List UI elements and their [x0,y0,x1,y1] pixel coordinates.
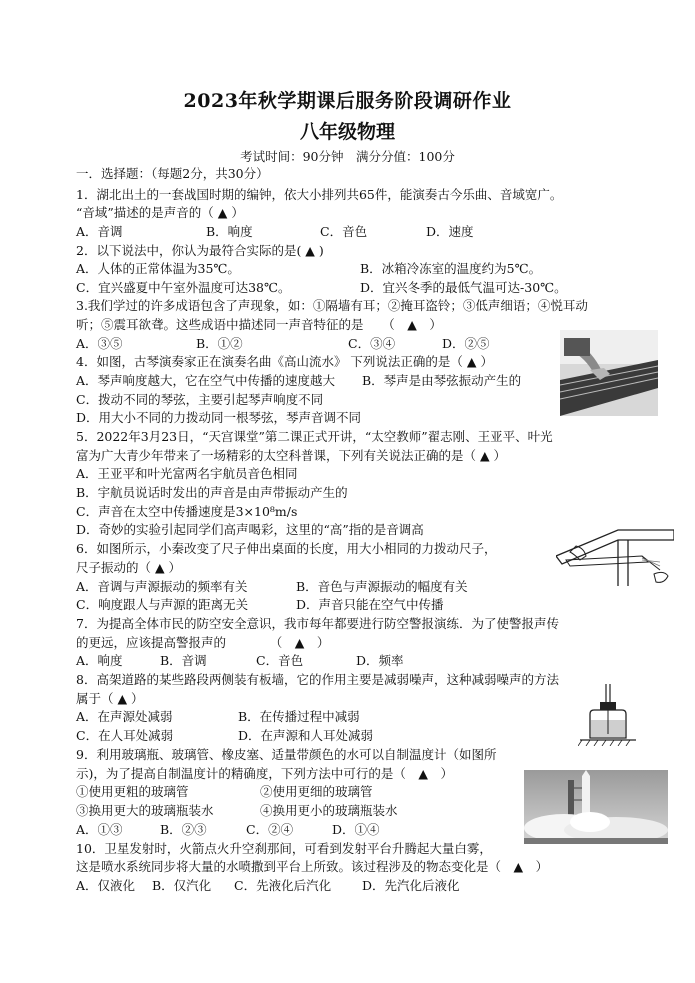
q7-option-d: D．频率 [356,653,404,668]
q1-option-c: C．音色 [320,224,368,239]
section-heading: 一．选择题：（每题2分，共30分） [76,166,269,181]
q9-method-3: ③换用更大的玻璃瓶装水 [76,803,214,818]
q9-method-1: ①使用更粗的玻璃管 [76,784,189,799]
q6-option-a: A．音调与声源振动的频率有关 [76,579,248,594]
q10-option-d: D．先汽化后液化 [362,878,460,893]
q8-line2: 属于（ ▲ ） [76,691,144,706]
q2-option-c: C．宜兴盛夏中午室外温度可达38℃。 [76,280,291,295]
q3-line2: 听；⑤震耳欲聋。这些成语中描述同一声音特征的是 （ ▲ ） [76,317,442,332]
q6-option-b: B．音色与声源振动的幅度有关 [296,579,468,594]
q8-option-b: B．在传播过程中减弱 [238,709,360,724]
q9-option-a: A．①③ [76,822,123,837]
q2-option-b: B．冰箱冷冻室的温度约为5℃。 [360,261,542,276]
bottle-thermometer-drawing [578,684,638,746]
q7-option-a: A．响度 [76,653,123,668]
q5-option-a: A．王亚平和叶光富两名宇航员音色相同 [76,466,298,481]
q6-option-d: D．声音只能在空气中传播 [296,597,444,612]
q7-option-b: B．音调 [160,653,207,668]
q5-option-b: B．宇航员说话时发出的声音是由声带振动产生的 [76,485,348,500]
q3-option-d: D．②⑤ [442,336,490,351]
q7-line1: 7．为提高全体市民的防空安全意识，我市每年都要进行防空警报演练．为了使警报声传 [76,616,559,631]
rocket-launch-photo [524,770,668,844]
q7-line2: 的更远，应该提高警报声的 （ ▲ ） [76,635,330,650]
q9-method-4: ④换用更小的玻璃瓶装水 [260,803,398,818]
q10-option-a: A．仅液化 [76,878,136,893]
q7-option-c: C．音色 [256,653,304,668]
q9-option-b: B．②③ [160,822,207,837]
q3-option-b: B．①② [196,336,243,351]
q4-line1: 4．如图，古琴演奏家正在演奏名曲《高山流水》 下列说法正确的是（ ▲ ） [76,354,493,369]
q1-line1: 1．湖北出土的一套战国时期的编钟，依大小排列共65件，能演奏古今乐曲、音域宽广。 [76,187,563,202]
q2-option-a: A．人体的正常体温为35℃。 [76,261,240,276]
q4-option-b: B．琴声是由琴弦振动产生的 [362,373,522,388]
q1-line2: “音域”描述的是声音的（ ▲ ） [76,205,244,220]
q9-option-d: D．①④ [332,822,380,837]
q3-option-c: C．③④ [348,336,396,351]
q9-option-c: C．②④ [246,822,294,837]
q9-line2: 示)，为了提高自制温度计的精确度，下列方法中可行的是（ ▲ ） [76,766,453,781]
q10-option-b: B．仅汽化 [152,878,212,893]
q5-line1: 5．2022年3月23日，“天宫课堂”第二课正式开讲，“太空教师”翟志刚、王亚平、叶光 [76,429,553,444]
q1-option-a: A．音调 [76,224,123,239]
page-subtitle: 八年级物理 [299,121,395,143]
exam-meta: 考试时间：90分钟 满分分值：100分 [240,149,455,164]
q3-line1: 3.我们学过的许多成语包含了声现象，如：①隔墙有耳；②掩耳盗铃；③低声细语；④悦耳动 [76,298,588,313]
page-title: 2023年秋学期课后服务阶段调研作业 [183,90,512,112]
q6-option-c: C．响度跟人与声源的距离无关 [76,597,249,612]
q6-line2: 尺子振动的（ ▲ ） [76,560,182,575]
q3-option-a: A．③⑤ [76,336,123,351]
q1-option-d: D．速度 [426,224,474,239]
q8-option-c: C．在人耳处减弱 [76,728,174,743]
q4-option-d: D．用大小不同的力拨动同一根琴弦，琴声音调不同 [76,410,362,425]
q8-line1: 8．高架道路的某些路段两侧装有板墙，它的作用主要是减弱噪声，这种减弱噪声的方法 [76,672,559,687]
q5-option-c: C．声音在太空中传播速度是3×10⁸m/s [76,504,298,519]
q6-line1: 6．如图所示，小秦改变了尺子伸出桌面的长度，用大小相同的力拨动尺子， [76,541,497,556]
q8-option-d: D．在声源和人耳处减弱 [238,728,374,743]
q10-line2: 这是喷水系统同步将大量的水喷撒到平台上所致。该过程涉及的物态变化是（ ▲ ） [76,859,549,874]
q5-option-d: D．奇妙的实验引起同学们高声喝彩，这里的“高”指的是音调高 [76,522,424,537]
q9-line1: 9．利用玻璃瓶、玻璃管、橡皮塞、适量带颜色的水可以自制温度计（如图所 [76,747,497,762]
q8-option-a: A．在声源处减弱 [76,709,173,724]
guqin-photo [560,330,658,416]
q4-option-c: C．拨动不同的琴弦，主要引起琴声响度不同 [76,392,324,407]
q5-line2: 富为广大青少年带来了一场精彩的太空科普课，下列有关说法正确的是（ ▲ ） [76,448,507,463]
q2-option-d: D．宜兴冬季的最低气温可达-30℃。 [360,280,567,295]
q4-option-a: A．琴声响度越大，它在空气中传播的速度越大 [76,373,336,388]
q2-line1: 2．以下说法中，你认为最符合实际的是( ▲ ) [76,243,324,258]
ruler-on-table-drawing [556,526,674,590]
q1-option-b: B．响度 [206,224,253,239]
q10-line1: 10．卫星发射时，火箭点火升空刹那间，可看到发射平台升腾起大量白雾， [76,841,492,856]
q10-option-c: C．先液化后汽化 [234,878,332,893]
q9-method-2: ②使用更细的玻璃管 [260,784,373,799]
